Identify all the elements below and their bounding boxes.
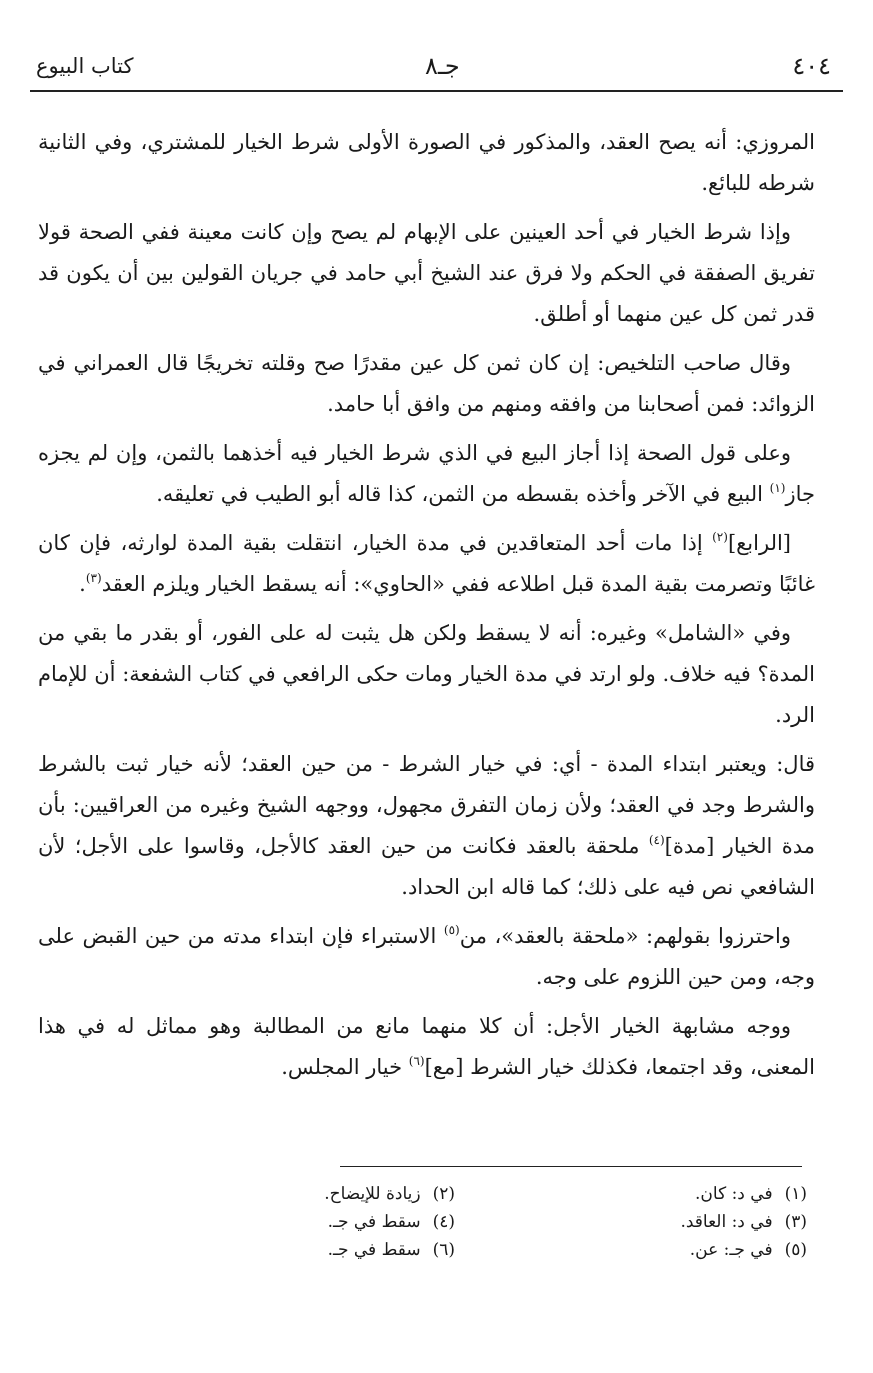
paragraph: [38, 744, 815, 908]
footnotes: [40, 1180, 807, 1290]
footnote-marker: (٣): [85, 571, 102, 585]
paragraph: [38, 212, 815, 335]
volume-number: جـ٨: [425, 52, 460, 80]
paragraph: [38, 343, 815, 425]
footnote-marker: (٤): [648, 833, 665, 847]
footnote-text: سقط في جـ.: [327, 1240, 421, 1260]
paragraph-text: وقال صاحب التلخيص: إن كان ثمن كل عين مقدرًا صح وقلته تخريجًا قال العمراني في الزوائد: فمن أصحابنا من وافقه ومنهم من وافق أبا حامد.: [38, 351, 815, 416]
footnote-marker: (١): [769, 481, 786, 495]
paragraph: [38, 122, 815, 204]
book-title: كتاب البيوع: [36, 54, 134, 78]
paragraph: [38, 523, 815, 605]
paragraph-text: المروزي: أنه يصح العقد، والمذكور في الصورة الأولى شرط الخيار للمشتري، وفي الثانية شرطه للبائع.: [38, 130, 815, 195]
footnote: [328, 1208, 455, 1236]
paragraph: [38, 613, 815, 736]
paragraph-text: الاستبراء فإن ابتداء مدته من حين القبض على وجه، ومن حين اللزوم على وجه.: [38, 924, 815, 989]
paragraph-text: البيع في الآخر وأخذه بقسطه من الثمن، كذا قاله أبو الطيب في تعليقه.: [156, 482, 770, 506]
footnote: [680, 1208, 807, 1236]
paragraph: [38, 916, 815, 998]
paragraph-text: خيار المجلس.: [281, 1055, 409, 1079]
footnote: [695, 1180, 807, 1208]
footnote-number: (٣): [784, 1212, 807, 1232]
page-number: ٤٠٤: [792, 52, 831, 80]
footnote-text: في جـ: عن.: [689, 1240, 773, 1260]
footnote-text: في د: العاقد.: [680, 1212, 773, 1232]
footnote-number: (٤): [432, 1212, 455, 1232]
paragraph-text: .: [79, 572, 86, 596]
footnote-text: سقط في جـ.: [327, 1212, 421, 1232]
footnote-marker: (٥): [443, 923, 460, 937]
paragraph-text: إذا مات أحد المتعاقدين في مدة الخيار، انتقلت بقية المدة لوارثه، فإن كان غائبًا وتصرمت بقية المدة قبل اطلاعه ففي «الحاوي»: أنه يسقط الخيار ويلزم العقد: [38, 531, 815, 596]
footnote-number: (٦): [432, 1240, 455, 1260]
paragraph-text: [الرابع]: [727, 531, 791, 555]
footnote-separator: [340, 1166, 802, 1167]
paragraph: [38, 1006, 815, 1088]
footnote-text: زيادة للإيضاح.: [324, 1184, 421, 1204]
paragraph-text: وفي «الشامل» وغيره: أنه لا يسقط ولكن هل يثبت له على الفور، أو بقدر ما بقي من المدة؟ فيه خلاف. ولو ارتد في مدة الخيار ومات حكى الرافعي في كتاب الشفعة: أن للإمام الرد.: [38, 621, 815, 727]
footnote: [328, 1236, 455, 1264]
page-body: [38, 122, 815, 1096]
paragraph-text: وعلى قول الصحة إذا أجاز البيع في الذي شرط الخيار فيه أخذهما بالثمن، وإن لم يجزه جاز: [38, 441, 815, 506]
paragraph-text: واحترزوا بقولهم: «ملحقة بالعقد»، من: [459, 924, 791, 948]
paragraph-text: وإذا شرط الخيار في أحد العينين على الإبهام لم يصح وإن كانت معينة ففي الصحة قولا تفريق الصفقة في الحكم ولا فرق عند الشيخ أبي حامد في جريان القولين بين أن يكون قد قدر ثمن كل عين منهما أو أطلق.: [38, 220, 815, 326]
paragraph-text: قال: ويعتبر ابتداء المدة - أي: في خيار الشرط - من حين العقد؛ لأنه خيار ثبت بالشرط والشرط وجد في العقد؛ ولأن زمان التفرق مجهول، ووجهه الشيخ وغيره من العراقيين: بأن مدة الخيار [مدة]: [38, 752, 815, 858]
paragraph-text: ووجه مشابهة الخيار الأجل: أن كلا منهما مانع من المطالبة وهو مماثل له في هذا المعنى، وقد اجتمعا، فكذلك خيار الشرط [مع]: [38, 1014, 815, 1079]
footnote-marker: (٦): [408, 1054, 425, 1068]
footnote-number: (١): [784, 1184, 807, 1204]
footnote-number: (٥): [784, 1240, 807, 1260]
page-header: [30, 52, 843, 88]
footnote: [324, 1180, 455, 1208]
paragraph: [38, 433, 815, 515]
footnote-marker: (٢): [712, 530, 728, 544]
footnote: [690, 1236, 807, 1264]
paragraph-text: ملحقة بالعقد فكانت من حين العقد كالأجل، وقاسوا على الأجل؛ لأن الشافعي نص فيه على ذلك؛ كما قاله ابن الحداد.: [38, 834, 815, 899]
footnote-number: (٢): [432, 1184, 455, 1204]
header-rule: [30, 90, 843, 92]
footnote-text: في د: كان.: [695, 1184, 773, 1204]
